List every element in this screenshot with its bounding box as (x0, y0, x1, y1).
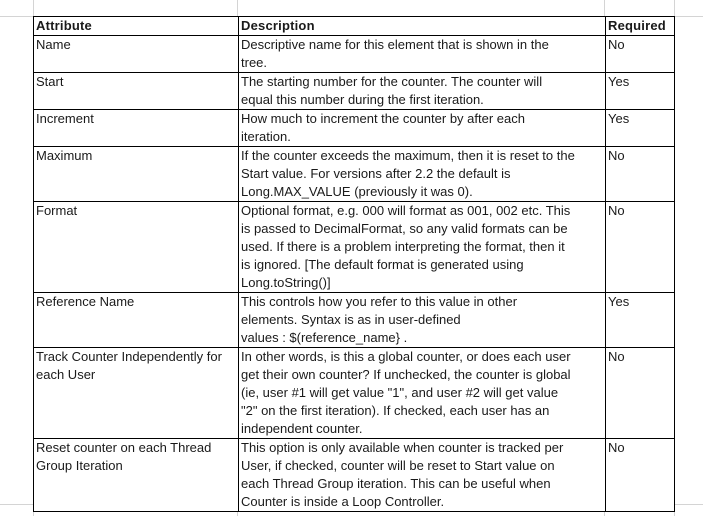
description-line: values : $(reference_name} . (241, 330, 408, 345)
attribute-cell[interactable]: Reference Name (34, 293, 239, 348)
description-line: equal this number during the first iteration. (241, 92, 484, 107)
required-cell[interactable]: No (606, 36, 675, 73)
description-line: The starting number for the counter. The counter will (241, 74, 543, 89)
table-row (34, 293, 675, 348)
attributes-table (33, 16, 675, 512)
header-row (34, 17, 675, 36)
description-line: This option is only available when counter is tracked per (241, 440, 564, 455)
attribute-cell[interactable]: Increment (34, 110, 239, 147)
attribute-cell[interactable]: Maximum (34, 147, 239, 202)
required-cell[interactable]: No (606, 147, 675, 202)
description-line: iteration. (241, 129, 291, 144)
attribute-cell[interactable]: Track Counter Independently for each User (34, 348, 239, 439)
header-cell-attribute[interactable]: Attribute (34, 17, 239, 36)
attribute-cell[interactable]: Reset counter on each Thread Group Iteration (34, 439, 239, 512)
description-line: (ie, user #1 will get value "1", and user #2 will get value (241, 385, 559, 400)
description-cell[interactable] (239, 147, 606, 202)
attribute-cell[interactable]: Name (34, 36, 239, 73)
description-line: get their own counter? If unchecked, the counter is global (241, 367, 571, 382)
required-cell[interactable]: No (606, 348, 675, 439)
description-line: "2" on the first iteration). If checked, each user has an (241, 403, 550, 418)
description-line: is ignored. [The default format is generated using (241, 257, 524, 272)
description-line: User, if checked, counter will be reset to Start value on (241, 458, 555, 473)
required-cell[interactable]: No (606, 202, 675, 293)
table-row (34, 439, 675, 512)
description-line: If the counter exceeds the maximum, then it is reset to the (241, 148, 575, 163)
description-line: Optional format, e.g. 000 will format as 001, 002 etc. This (241, 203, 571, 218)
description-line: In other words, is this a global counter, or does each user (241, 349, 571, 364)
description-line: tree. (241, 55, 268, 70)
header-cell-required[interactable]: Required (606, 17, 675, 36)
description-line: used. If there is a problem interpreting the format, then it (241, 239, 565, 254)
description-cell[interactable] (239, 36, 606, 73)
table-row (34, 110, 675, 147)
description-line: elements. Syntax is as in user-defined (241, 312, 461, 327)
required-cell[interactable]: Yes (606, 293, 675, 348)
description-line: Counter is inside a Loop Controller. (241, 494, 445, 509)
description-line: Long.MAX_VALUE (previously it was 0). (241, 184, 473, 199)
required-cell[interactable]: No (606, 439, 675, 512)
table-row (34, 202, 675, 293)
required-cell[interactable]: Yes (606, 73, 675, 110)
table-row (34, 36, 675, 73)
description-cell[interactable] (239, 202, 606, 293)
description-line: How much to increment the counter by after each (241, 111, 525, 126)
table-row (34, 147, 675, 202)
description-cell[interactable] (239, 110, 606, 147)
description-line: Start value. For versions after 2.2 the default is (241, 166, 511, 181)
description-cell[interactable] (239, 439, 606, 512)
description-cell[interactable] (239, 348, 606, 439)
description-line: This controls how you refer to this value in other (241, 294, 518, 309)
description-line: is passed to DecimalFormat, so any valid formats can be (241, 221, 568, 236)
header-cell-description[interactable]: Description (239, 17, 606, 36)
table-row (34, 348, 675, 439)
description-line: each Thread Group iteration. This can be useful when (241, 476, 551, 491)
table-row (34, 73, 675, 110)
description-line: Descriptive name for this element that is shown in the (241, 37, 549, 52)
table-body (34, 36, 675, 512)
required-cell[interactable]: Yes (606, 110, 675, 147)
description-cell[interactable] (239, 73, 606, 110)
description-cell[interactable] (239, 293, 606, 348)
attribute-cell[interactable]: Format (34, 202, 239, 293)
attribute-cell[interactable]: Start (34, 73, 239, 110)
description-line: independent counter. (241, 421, 363, 436)
description-line: Long.toString()] (241, 275, 331, 290)
